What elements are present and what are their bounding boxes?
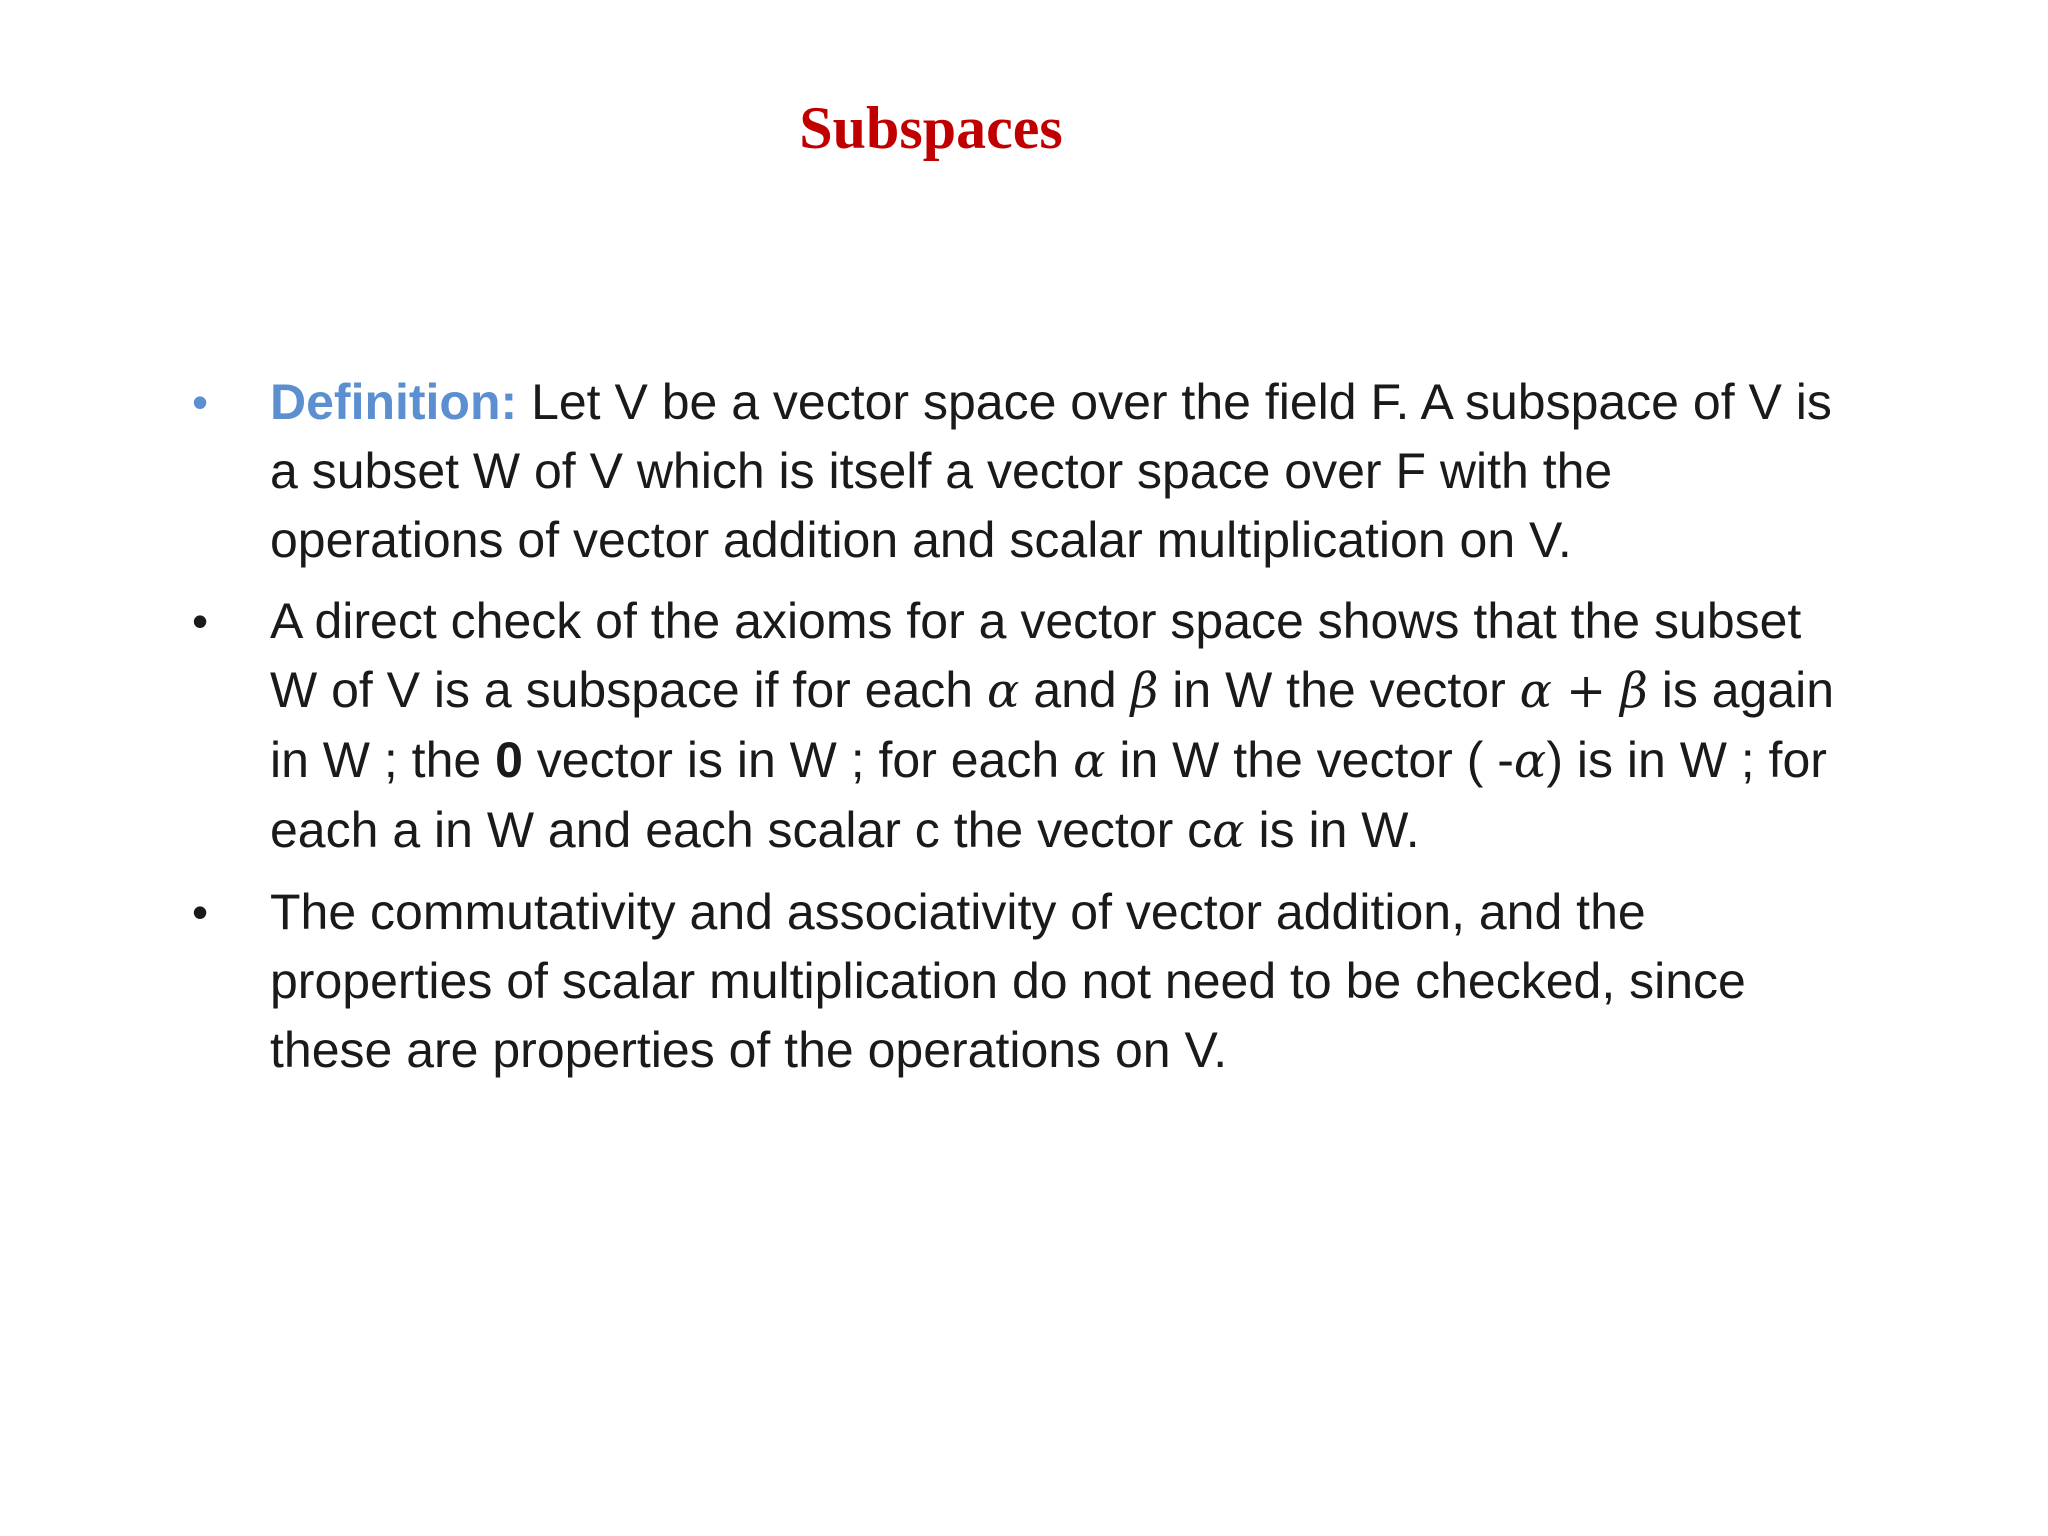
bullet-properties bbox=[186, 878, 1846, 1085]
slide-title: Subspaces bbox=[799, 95, 1063, 161]
zero-vector: 0 bbox=[495, 732, 523, 788]
text-segment: A direct check of the axioms for a vector space shows that the subset W of V is a subspace if for each bbox=[270, 593, 1802, 718]
properties-text: The commutativity and associativity of vector addition, and the properties of scalar multiplication do not need to be checked, since these are properties of the operations on V. bbox=[270, 884, 1746, 1078]
alpha-symbol: α bbox=[1212, 803, 1245, 859]
text-segment: ) is in W ; for each a in W and each scalar c the vector c bbox=[270, 732, 1827, 858]
alpha-symbol: α bbox=[987, 663, 1020, 719]
bullet-icon: • bbox=[192, 595, 209, 647]
text-segment: and bbox=[1019, 662, 1131, 718]
bullet-list bbox=[186, 368, 1846, 1097]
bullet-subspace-test bbox=[186, 587, 1846, 866]
beta-symbol: β bbox=[1620, 663, 1648, 719]
bullet-definition bbox=[186, 368, 1846, 575]
text-segment: is in W. bbox=[1244, 802, 1420, 858]
beta-symbol: β bbox=[1130, 663, 1159, 719]
text-segment: in W the vector ( - bbox=[1105, 732, 1514, 788]
definition-text: Let V be a vector space over the field F. A subspace of V is a subset W of V which is itself a vector space over F with the operations of vector addition and scalar multiplication on V. bbox=[270, 374, 1832, 568]
bullet-icon: • bbox=[192, 886, 209, 938]
text-segment: vector is in W ; for each bbox=[522, 732, 1074, 788]
plus-symbol: + bbox=[1565, 663, 1607, 719]
alpha-symbol: α bbox=[1073, 733, 1106, 789]
definition-term: Definition: bbox=[270, 374, 518, 430]
bullet-icon: • bbox=[192, 376, 209, 428]
alpha-symbol: α bbox=[1519, 663, 1553, 719]
text-segment: is again in W ; the bbox=[270, 662, 1835, 788]
text-segment: in W the vector bbox=[1158, 662, 1520, 718]
alpha-symbol: α bbox=[1513, 733, 1547, 789]
